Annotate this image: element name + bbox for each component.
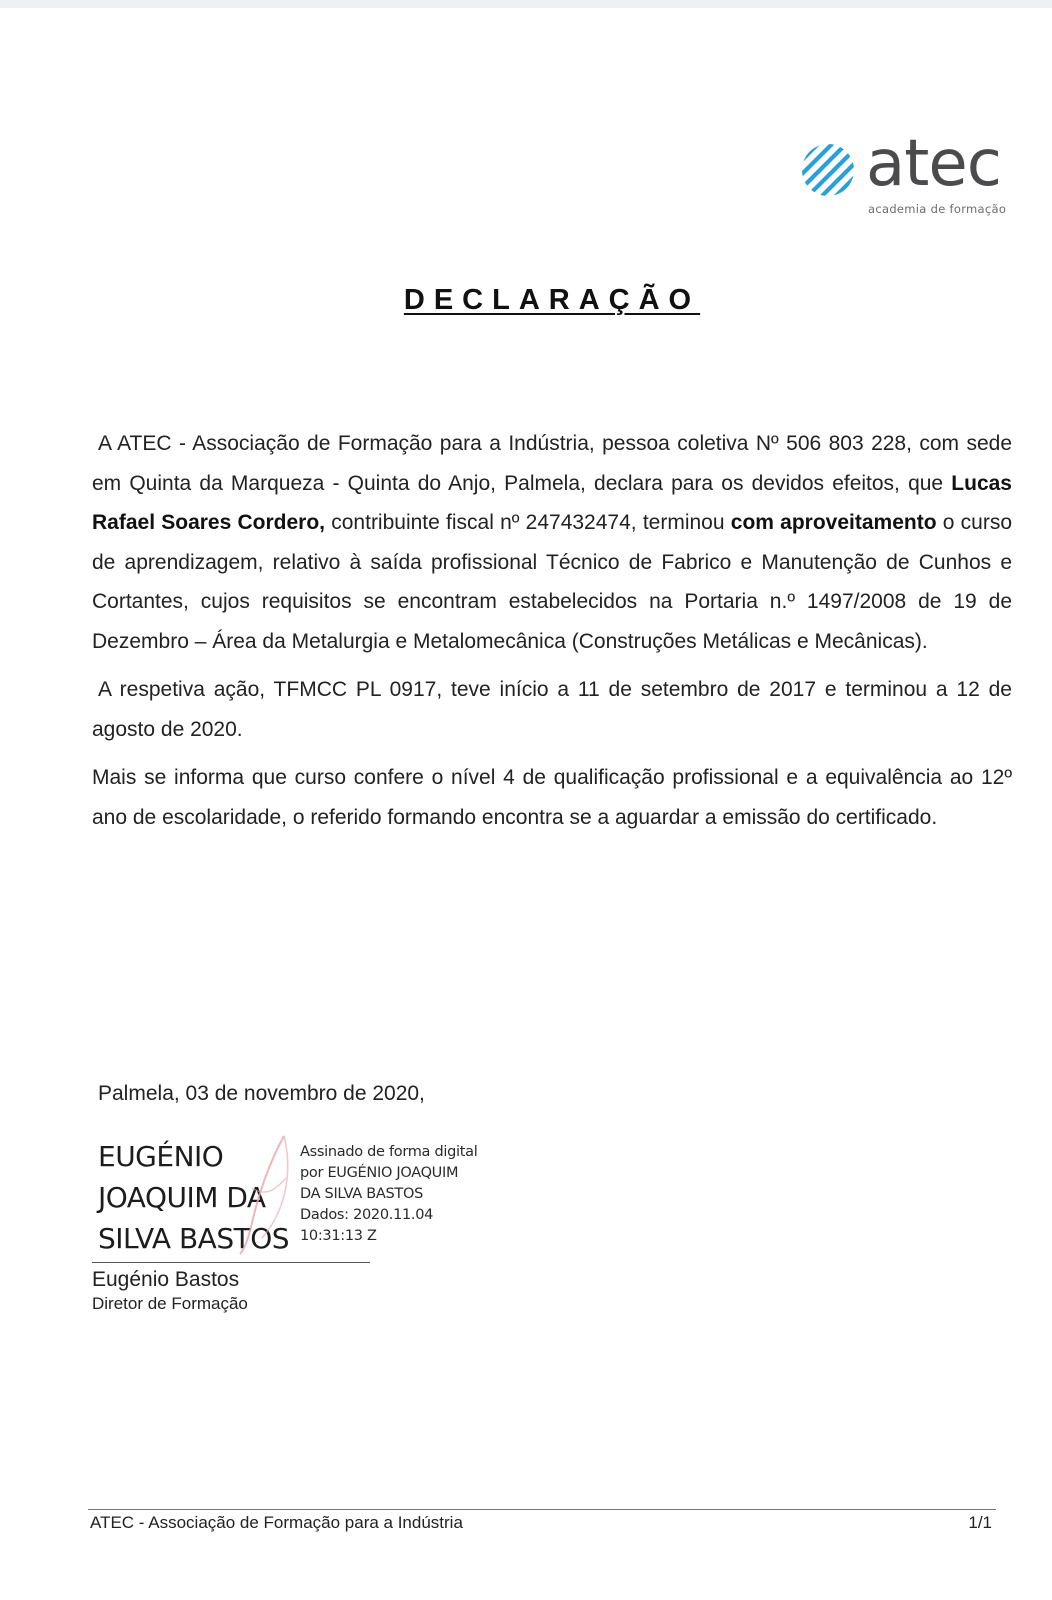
- p1-text-2: contribuinte fiscal nº 247432474, terminou: [325, 511, 731, 534]
- footer-divider: [88, 1509, 996, 1510]
- digital-signature-line: 10:31:13 Z: [300, 1228, 377, 1244]
- student-name: Lucas Rafael Soares Cordero,: [92, 471, 1012, 534]
- signature-line: [92, 1262, 370, 1263]
- result-bold: com aproveitamento: [730, 511, 937, 534]
- signature-name-line: SILVA BASTOS: [98, 1222, 290, 1255]
- digital-signature-info: [300, 1142, 520, 1247]
- logo-wordmark: atec: [866, 127, 1001, 201]
- digital-signature-line: DA SILVA BASTOS: [300, 1186, 423, 1202]
- top-strip: [0, 0, 1052, 8]
- document-title: DECLARAÇÃO: [403, 284, 701, 316]
- digital-signature-mark: [222, 1128, 312, 1258]
- p1-text-1: A ATEC - Associação de Formação para a Indústria, pessoa coletiva Nº 506 803 228, com sede em Quinta da Marqueza - Quinta do Anjo, Palmela, declara para os devidos efeitos, que: [92, 432, 1012, 495]
- paragraph-qualification: Mais se informa que curso confere o nível 4 de qualificação profissional e a equivalência ao 12º ano de escolaridade, o referido formando encontra se a aguardar a emissão do certificado.: [92, 766, 1012, 829]
- paragraph-declaration: [92, 424, 1012, 661]
- digital-signature-line: Dados: 2020.11.04: [300, 1207, 434, 1223]
- place-date: Palmela, 03 de novembro de 2020,: [98, 1082, 425, 1105]
- signature-name-line: JOAQUIM DA: [98, 1181, 266, 1214]
- signer-role: Diretor de Formação: [92, 1294, 248, 1313]
- signature-name-line: EUGÉNIO: [98, 1140, 224, 1173]
- page-number: 1/1: [968, 1513, 992, 1532]
- document-body: [92, 424, 1012, 846]
- p1-text-3: o curso de aprendizagem, relativo à saída profissional Técnico de Fabrico e Manutenção de Cunhos e Cortantes, cujos requisitos se encontram estabelecidos na Portaria n.º 1497/2008 de 19 de Dezembro – Área da Metalurgia e Metalomecânica (Construções Metálicas e Mecânicas).: [92, 511, 1013, 653]
- digital-signature-line: por EUGÉNIO JOAQUIM: [300, 1165, 459, 1181]
- logo-tagline: academia de formação: [868, 202, 1007, 216]
- paragraph-action: A respetiva ação, TFMCC PL 0917, teve início a 11 de setembro de 2017 e terminou a 12 de agosto de 2020.: [92, 678, 1012, 741]
- digital-signature-line: Assinado de forma digital: [300, 1144, 478, 1160]
- atec-logo-icon: [800, 142, 856, 198]
- signer-name: Eugénio Bastos: [92, 1268, 240, 1291]
- footer-organization: ATEC - Associação de Formação para a Indústria: [90, 1513, 463, 1532]
- atec-logo: [800, 127, 1020, 218]
